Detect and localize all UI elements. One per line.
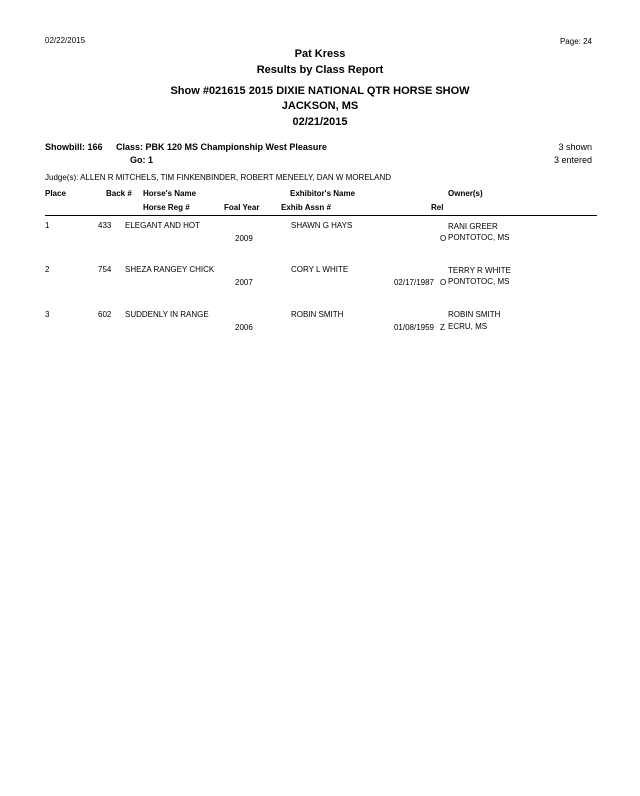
row-exhibitor: SHAWN G HAYS [291,221,353,230]
row-dob: 02/17/1987 [393,278,434,287]
print-date: 02/22/2015 [45,36,86,45]
row-horse: SUDDENLY IN RANGE [125,310,209,319]
show-title: Show #021615 2015 DIXIE NATIONAL QTR HORSE SHOW [170,85,470,97]
row-owner: RANI GREER [448,222,498,231]
show-date: 02/21/2015 [292,116,348,128]
col-owners: Owner(s) [448,189,483,198]
row-owner-location: ECRU, MS [448,322,488,331]
row-place: 2 [45,265,50,274]
entered-count: 3 entered [553,155,592,165]
row-horse: SHEZA RANGEY CHICK [125,265,215,274]
page-number: Page: 24 [559,37,592,46]
report-title: Results by Class Report [256,64,384,76]
row-back: 433 [98,221,112,230]
col-exhibitor: Exhibitor's Name [290,189,356,198]
row-owner: ROBIN SMITH [448,310,501,319]
col-place: Place [45,189,66,198]
col-back: Back # [106,189,132,198]
col-rel: Rel [431,203,444,212]
row-rel: O [440,278,447,287]
row-rel: O [440,234,447,243]
header-divider [45,215,597,216]
row-rel: Z [440,323,445,332]
row-exhibitor: ROBIN SMITH [291,310,344,319]
judges: Judge(s): ALLEN R MITCHELS, TIM FINKENBINDER, ROBERT MENEELY, DAN W MORELAND [45,173,392,182]
row-back: 754 [98,265,112,274]
shown-count: 3 shown [558,142,592,152]
col-foal-year: Foal Year [224,203,260,212]
row-owner-location: PONTOTOC, MS [448,277,510,286]
row-foal-year: 2009 [235,234,253,243]
col-exhib-assn: Exhib Assn # [281,203,331,212]
report-owner-name: Pat Kress [294,48,346,60]
row-foal-year: 2006 [235,323,253,332]
row-exhibitor: CORY L WHITE [291,265,349,274]
class-name: Class: PBK 120 MS Championship West Pleasure [116,142,327,152]
col-horse-name: Horse's Name [143,189,197,198]
go-number: Go: 1 [130,155,154,165]
row-place: 1 [45,221,50,230]
row-back: 602 [98,310,112,319]
row-owner: TERRY R WHITE [448,266,511,275]
col-horse-reg: Horse Reg # [143,203,190,212]
row-place: 3 [45,310,50,319]
row-horse: ELEGANT AND HOT [125,221,200,230]
row-dob: 01/08/1959 [393,323,434,332]
row-foal-year: 2007 [235,278,253,287]
showbill: Showbill: 166 [45,142,103,152]
show-location: JACKSON, MS [281,100,359,112]
row-owner-location: PONTOTOC, MS [448,233,510,242]
